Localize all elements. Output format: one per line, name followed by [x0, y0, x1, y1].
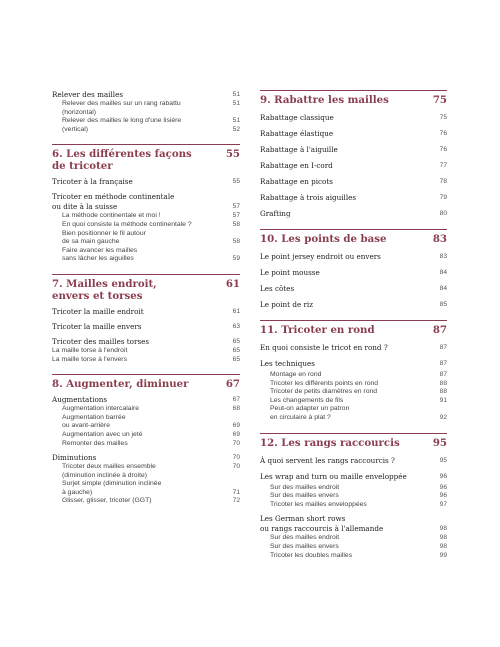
section-title: Tricoter en méthode continentale ou dite à la suisse — [52, 192, 175, 212]
toc-subentry[interactable] — [52, 212, 240, 221]
chapter-10-heading[interactable] — [260, 229, 447, 245]
page-number: 55 — [232, 178, 240, 186]
chapter-page: 83 — [432, 233, 447, 245]
chapter-title: 10. Les points de base — [260, 233, 387, 245]
toc-subentry[interactable] — [52, 238, 240, 247]
page-number: 52 — [232, 125, 240, 133]
subentry-title: Sur des mailles envers — [270, 542, 339, 550]
section-title: Rabattage classique — [260, 113, 334, 122]
page-number: 91 — [439, 396, 447, 404]
subentry-title: sans lâcher les aiguilles — [62, 255, 134, 263]
toc-subentry[interactable] — [52, 440, 240, 449]
page-number: 51 — [232, 100, 240, 107]
chapter-page: 55 — [225, 148, 240, 161]
page-number: 77 — [439, 162, 447, 169]
subentry-title: Montage en rond — [270, 371, 322, 378]
page-number: 76 — [439, 146, 447, 153]
toc-subentry[interactable] — [260, 397, 447, 406]
page-number: 79 — [439, 194, 447, 201]
subentry-title: Augmentation avec un jeté — [62, 430, 143, 438]
toc-subentry[interactable] — [260, 552, 447, 561]
chapter-12-heading[interactable] — [260, 433, 447, 449]
toc-section[interactable] — [260, 161, 447, 171]
subentry-title: à gauche) — [62, 488, 93, 496]
toc-subentry[interactable] — [52, 230, 240, 239]
page-number — [228, 247, 240, 256]
toc-subentry[interactable] — [52, 247, 240, 256]
chapter-7-heading[interactable] — [52, 274, 240, 302]
page-number: 70 — [232, 463, 240, 471]
chapter-title: 11. Tricoter en rond — [260, 324, 375, 336]
toc-subentry[interactable] — [260, 405, 447, 414]
page-number: 97 — [439, 500, 447, 508]
section-title: Tricoter la maille endroit — [52, 306, 144, 316]
toc-subentry[interactable] — [52, 347, 240, 356]
page-number: 78 — [439, 178, 447, 185]
toc-section[interactable] — [260, 284, 447, 294]
toc-subentry[interactable] — [52, 472, 240, 481]
toc-subentry[interactable] — [260, 492, 447, 501]
subentry-title: (diminution inclinée à droite) — [62, 471, 148, 479]
toc-section[interactable] — [52, 192, 240, 212]
page-number: 58 — [232, 238, 240, 246]
subentry-title: Sur des mailles endroit — [270, 483, 340, 491]
page-number: 98 — [439, 525, 447, 533]
chapter-title: 6. Les différentes façons de tricoter — [52, 148, 192, 173]
toc-subentry[interactable] — [52, 100, 240, 109]
toc-subentry[interactable] — [52, 405, 240, 414]
toc-subentry[interactable] — [260, 484, 447, 493]
toc-section[interactable] — [260, 129, 447, 139]
section-title: À quoi servent les rangs raccourcis ? — [260, 455, 395, 465]
subentry-title: La maille torse à l'endroit — [52, 346, 128, 354]
subentry-title: ou avant-arrière — [62, 422, 110, 430]
subentry-title: Bien positionner le fil autour — [62, 229, 146, 237]
subentry-title: Tricoter de petits diamètres en rond — [270, 388, 378, 396]
subentry-title: Remonter des mailles — [62, 439, 128, 447]
section-title: Le point jersey endroit ou envers — [260, 252, 381, 261]
toc-subentry[interactable] — [260, 414, 447, 423]
page-number — [228, 414, 240, 423]
subentry-title: Relever des mailles le long d'une lisière — [62, 117, 182, 125]
toc-section[interactable] — [260, 209, 447, 219]
subentry-title: (horizontal) — [62, 108, 96, 116]
chapter-title: 8. Augmenter, diminuer — [52, 378, 189, 391]
toc-subentry[interactable] — [260, 543, 447, 552]
page-number: 71 — [232, 488, 240, 496]
page-number: 96 — [439, 492, 447, 500]
toc-subentry[interactable] — [260, 501, 447, 510]
page-number — [228, 109, 240, 118]
section-title: Le point de riz — [260, 300, 314, 309]
subentry-title: Faire avancer les mailles — [62, 246, 138, 254]
toc-subentry[interactable] — [52, 356, 240, 365]
page-number: 51 — [232, 117, 240, 125]
page-number: 58 — [232, 220, 240, 228]
page-number: 76 — [439, 130, 447, 137]
section-title: Augmentations — [52, 395, 108, 405]
section-title: Tricoter des mailles torses — [52, 336, 150, 346]
toc-section[interactable] — [260, 300, 447, 310]
subentry-title: Tricoter les mailles enveloppées — [270, 500, 367, 508]
subentry-title: La maille torse à l'envers — [52, 355, 127, 363]
chapter-page: 95 — [432, 436, 447, 449]
section-title: Les wrap and turn ou maille enveloppée — [260, 471, 407, 481]
chapter-11-heading[interactable] — [260, 320, 447, 336]
page-number: 96 — [439, 472, 447, 480]
page-number: 95 — [439, 456, 447, 464]
section-title: Tricoter la maille envers — [52, 321, 142, 331]
toc-subentry[interactable] — [52, 221, 240, 230]
page-number: 87 — [439, 371, 447, 378]
page-number: 69 — [232, 430, 240, 438]
page-number: 83 — [439, 253, 447, 260]
chapter-title: 9. Rabattre les mailles — [260, 94, 389, 106]
section-title: Rabattage en picots — [260, 177, 333, 186]
section-title: Rabattage à trois aiguilles — [260, 193, 357, 202]
chapter-page: 61 — [225, 277, 240, 290]
page-number: 87 — [439, 360, 447, 367]
section-title: Relever des mailles — [52, 90, 124, 99]
section-title: Les côtes — [260, 284, 295, 293]
section-title: Tricoter à la française — [52, 177, 133, 187]
page-number: 98 — [439, 534, 447, 542]
toc-section[interactable] — [260, 268, 447, 278]
toc-section[interactable] — [260, 456, 447, 466]
toc-section[interactable] — [260, 193, 447, 203]
page-number: 99 — [439, 551, 447, 559]
subentry-title: Tricoter les différents points en rond — [270, 379, 379, 387]
page-number: 68 — [232, 405, 240, 413]
toc-section[interactable] — [52, 395, 240, 405]
section-title: Les techniques — [260, 359, 315, 368]
page-number: 70 — [232, 454, 240, 462]
subentry-title: Sur des mailles envers — [270, 492, 339, 500]
subentry-title: La méthode continentale et moi ! — [62, 212, 161, 220]
toc-subentry[interactable] — [260, 534, 447, 543]
page-number: 98 — [439, 542, 447, 550]
toc-section[interactable] — [52, 177, 240, 187]
page-number: 67 — [232, 396, 240, 404]
toc-section[interactable] — [260, 359, 447, 369]
section-title: Diminutions — [52, 453, 97, 463]
subentry-title: Augmentation barrée — [62, 413, 126, 421]
toc-subentry[interactable] — [260, 371, 447, 380]
toc-section[interactable] — [52, 322, 240, 332]
section-title: Le point mousse — [260, 268, 320, 277]
toc-subentry[interactable] — [52, 422, 240, 431]
toc-subentry[interactable] — [52, 463, 240, 472]
toc-section[interactable] — [260, 472, 447, 482]
subentry-title: Les changements de fils — [270, 396, 344, 404]
page-number: 65 — [232, 337, 240, 345]
toc-right-column — [260, 90, 447, 560]
chapter-title: 7. Mailles endroit, envers et torses — [52, 277, 157, 302]
subentry-title: Tricoter les doubles mailles — [270, 551, 353, 559]
section-title: Les German short rows ou rangs raccourcis à l'allemande — [260, 514, 384, 534]
subentry-title: Sur des mailles endroit — [270, 534, 340, 542]
section-title: Grafting — [260, 209, 291, 218]
section-title: Rabattage élastique — [260, 129, 334, 138]
page-number — [228, 480, 240, 489]
page-number: 85 — [439, 301, 447, 308]
page-number: 57 — [232, 212, 240, 220]
subentry-title: (vertical) — [62, 125, 89, 133]
toc-section[interactable] — [260, 113, 447, 123]
toc-section[interactable] — [260, 177, 447, 187]
page-number: 88 — [439, 379, 447, 387]
subentry-title: Tricoter deux mailles ensemble — [62, 463, 156, 471]
page-number — [435, 405, 447, 414]
page-number: 51 — [232, 91, 240, 98]
section-title: Rabattage à l'aiguille — [260, 145, 338, 154]
page-number: 75 — [439, 114, 447, 121]
subentry-title: Augmentation intercalaire — [62, 405, 140, 413]
page-number: 65 — [232, 355, 240, 363]
toc-section[interactable] — [260, 252, 447, 262]
section-title: Rabattage en I-cord — [260, 161, 333, 170]
page-number: 84 — [439, 285, 447, 292]
toc-section[interactable] — [52, 337, 240, 347]
toc-section[interactable] — [52, 90, 240, 100]
subentry-title: Glisser, glisser, tricoter (GGT) — [62, 497, 152, 505]
page-number — [228, 230, 240, 239]
toc-section[interactable] — [260, 145, 447, 155]
subentry-title: En quoi consiste la méthode continentale ? — [62, 220, 192, 228]
section-title: En quoi consiste le tricot en rond ? — [260, 343, 388, 352]
subentry-title: Relever des mailles sur un rang rabattu — [62, 100, 181, 107]
page-number: 61 — [232, 307, 240, 315]
page-number: 59 — [232, 255, 240, 263]
page-number: 63 — [232, 322, 240, 330]
chapter-9-heading[interactable] — [260, 90, 447, 106]
toc-subentry[interactable] — [260, 388, 447, 397]
page-number: 57 — [232, 203, 240, 211]
page-number: 72 — [232, 497, 240, 505]
page-number — [228, 472, 240, 481]
toc-subentry[interactable] — [52, 414, 240, 423]
toc-section[interactable] — [52, 307, 240, 317]
chapter-6-heading[interactable] — [52, 144, 240, 172]
toc-subentry[interactable] — [260, 380, 447, 389]
page-number: 65 — [232, 346, 240, 354]
page-number: 69 — [232, 422, 240, 430]
page-number: 80 — [439, 210, 447, 217]
toc-left-column — [52, 90, 240, 506]
subentry-title: de sa main gauche — [62, 238, 120, 246]
toc-subentry[interactable] — [52, 126, 240, 135]
chapter-title: 12. Les rangs raccourcis — [260, 436, 400, 449]
toc-subentry[interactable] — [52, 109, 240, 118]
page-number: 87 — [439, 344, 447, 351]
subentry-title: Surjet simple (diminution inclinée — [62, 480, 162, 488]
page-number: 96 — [439, 483, 447, 491]
subentry-title: en circulaire à plat ? — [270, 413, 331, 421]
chapter-page: 75 — [432, 94, 447, 106]
page-number: 84 — [439, 269, 447, 276]
page-number: 92 — [439, 413, 447, 421]
toc-subentry[interactable] — [52, 480, 240, 489]
toc-subentry[interactable] — [52, 431, 240, 440]
chapter-page: 67 — [225, 378, 240, 391]
toc-section[interactable] — [260, 514, 447, 534]
page-number: 70 — [232, 439, 240, 447]
toc-section[interactable] — [260, 343, 447, 353]
subentry-title: Peut-on adapter un patron — [270, 405, 350, 413]
chapter-page: 87 — [432, 324, 447, 336]
toc-section[interactable] — [52, 453, 240, 463]
toc-subentry[interactable] — [52, 489, 240, 498]
page-number: 88 — [439, 388, 447, 396]
chapter-8-heading[interactable] — [52, 374, 240, 390]
toc-subentry[interactable] — [52, 255, 240, 264]
toc-subentry[interactable] — [52, 117, 240, 126]
toc-subentry[interactable] — [52, 497, 240, 506]
